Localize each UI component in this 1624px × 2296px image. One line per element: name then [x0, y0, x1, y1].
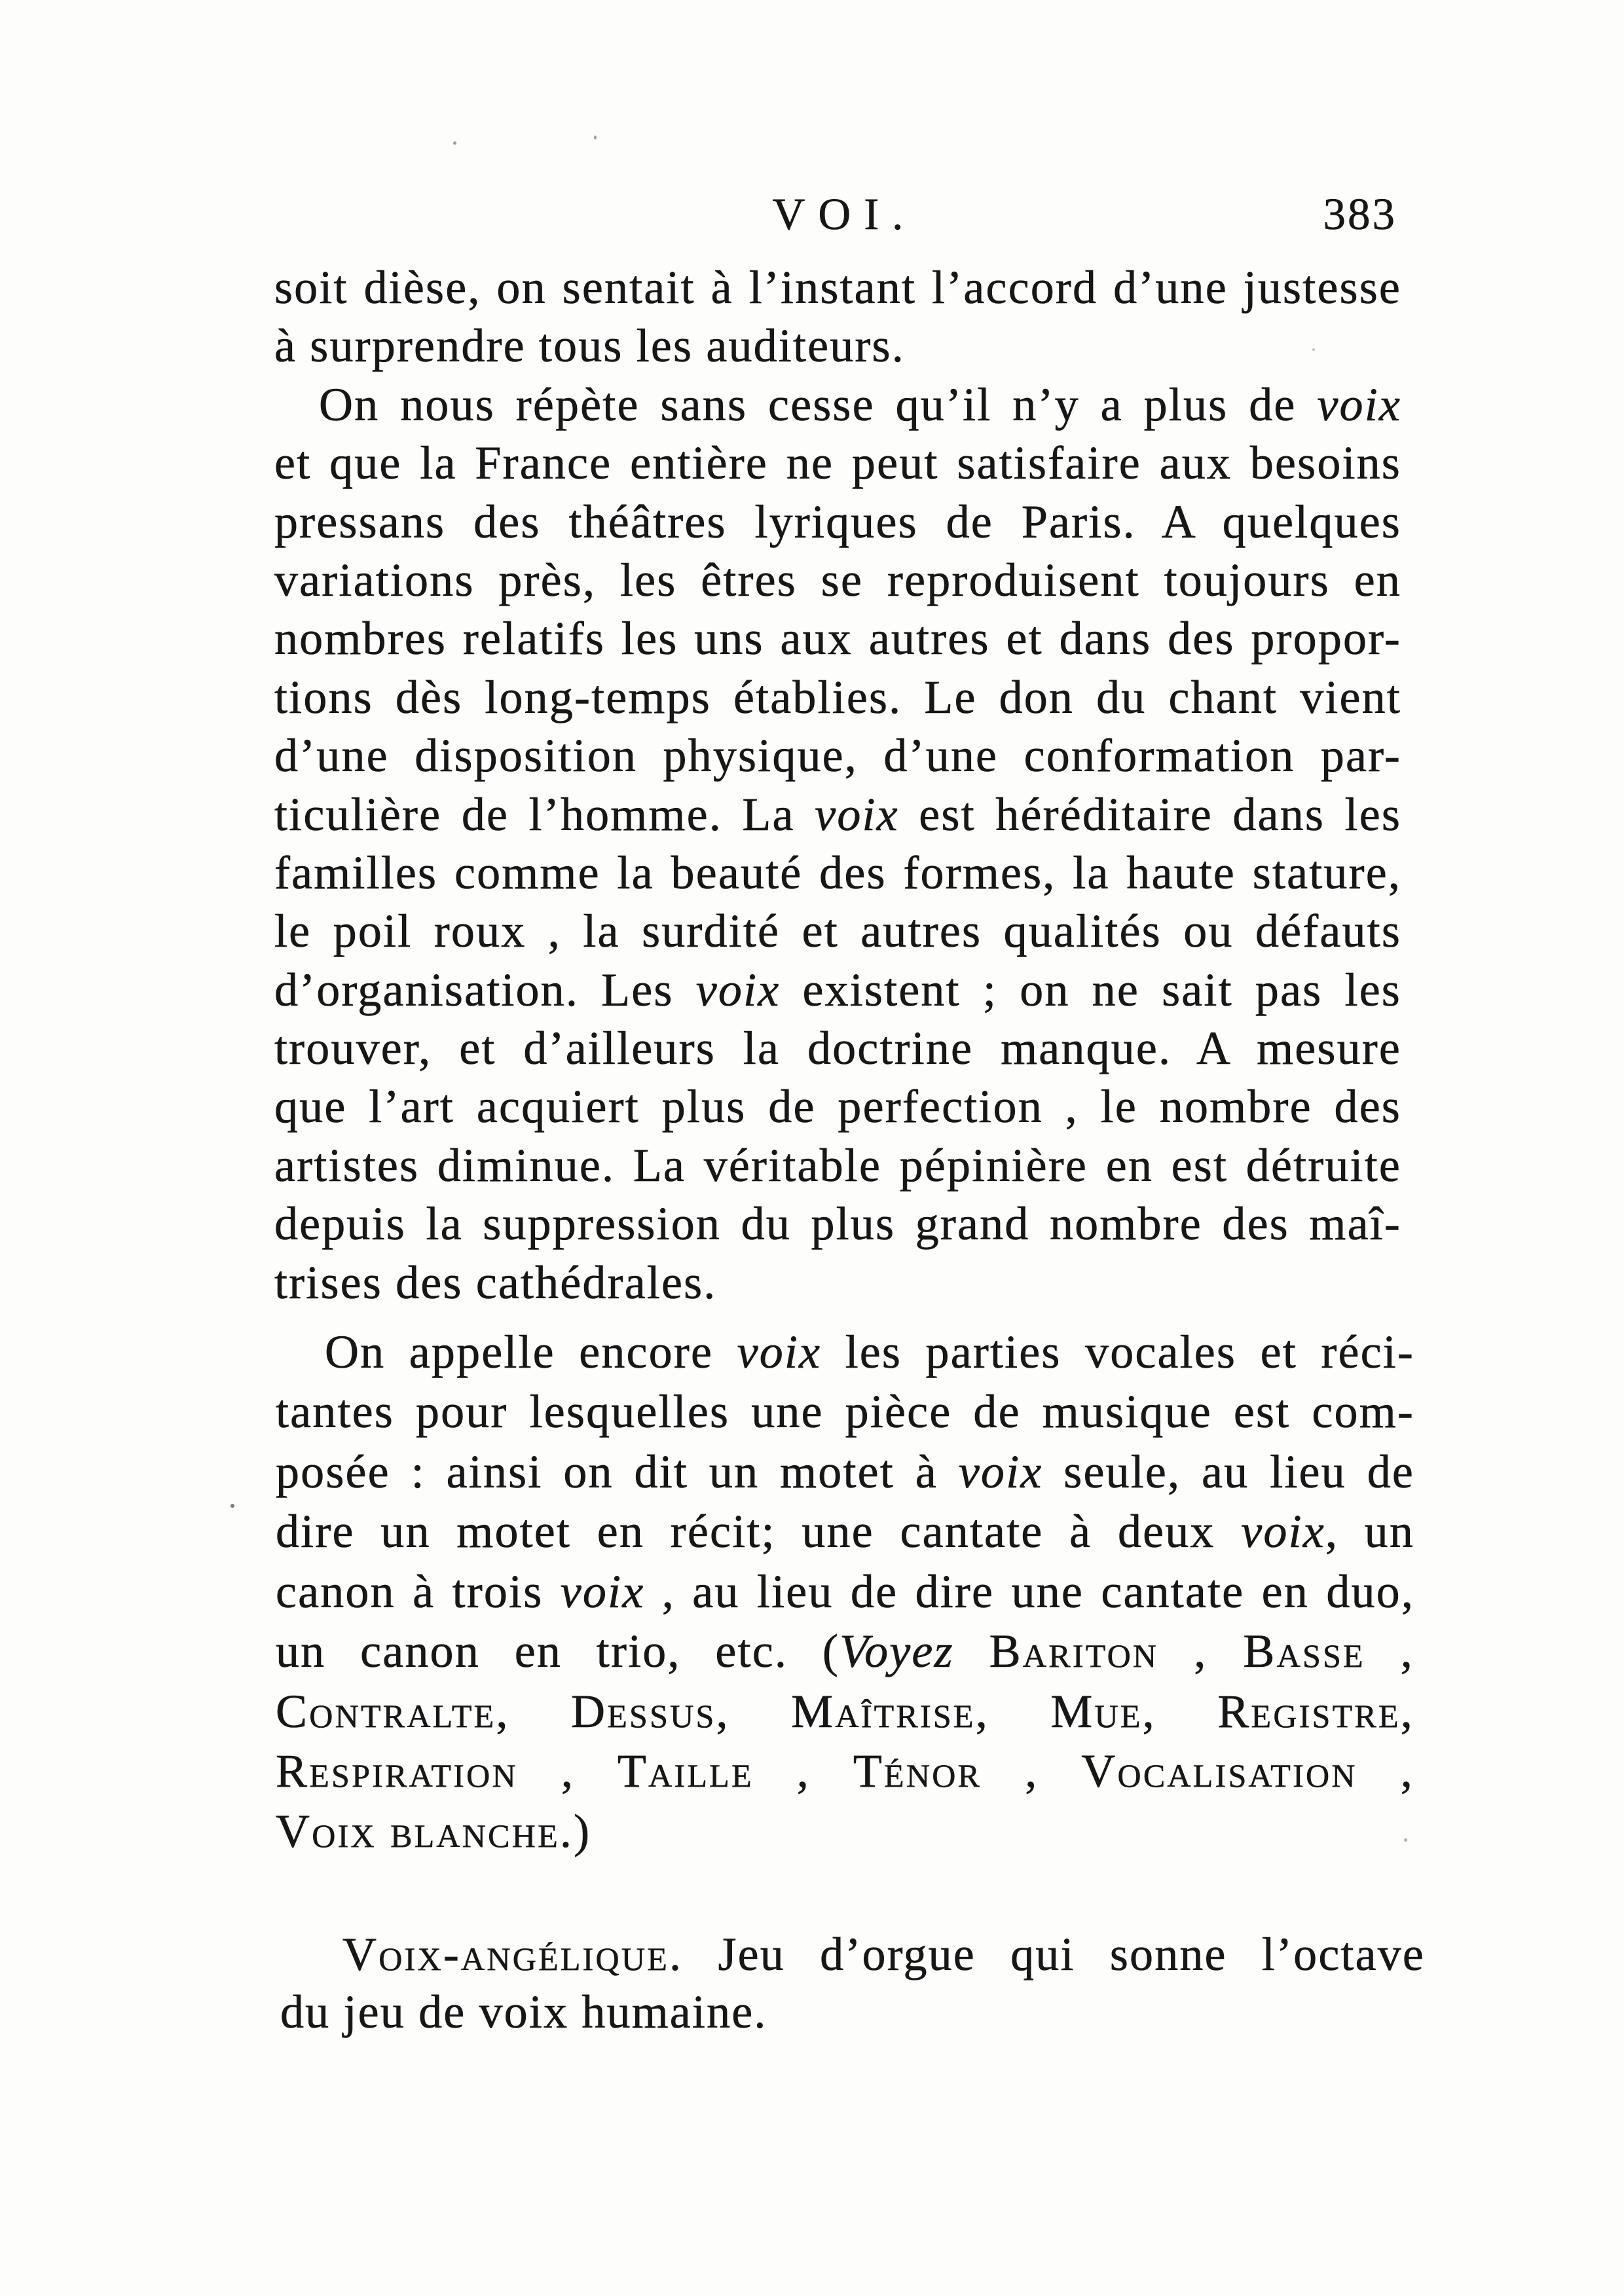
text-line: le poil roux , la surdité et autres qualités ou défauts [274, 905, 1401, 958]
text-line: depuis la suppression du plus grand nombre des maî- [274, 1197, 1401, 1250]
italic-word: voix [560, 1565, 645, 1618]
italic-word: voix [958, 1445, 1043, 1498]
text-run: les parties vocales et réci- [821, 1325, 1415, 1378]
scan-speck [594, 136, 597, 139]
text-run: canon à trois [276, 1565, 561, 1618]
text-line [276, 1502, 1414, 1562]
paragraph-continuation [274, 259, 1401, 376]
cross-reference-list: Bariton , Basse , [953, 1625, 1414, 1678]
italic-word: voix [695, 963, 781, 1016]
cross-reference-list: Voix blanche.) [276, 1804, 592, 1857]
text-line: trises des cathédrales. [274, 1256, 717, 1309]
page-number: 383 [1323, 189, 1397, 239]
text-line: et que la France entière ne peut satisfaire aux besoins [274, 437, 1401, 490]
text-run: , au lieu de dire une cantate en duo, [644, 1565, 1414, 1618]
text-line: du jeu de voix humaine. [280, 1986, 767, 2039]
text-line [274, 961, 1401, 1019]
text-run: ticulière de l’homme. La [274, 788, 815, 841]
body-text [0, 259, 1624, 2041]
cross-reference-list: Contralte, Dessus, Maîtrise, Mue, Registre, [276, 1685, 1414, 1738]
text-run: Jeu d’orgue qui sonne l’octave [683, 1928, 1425, 1981]
italic-word: voix [1241, 1505, 1325, 1558]
text-run: posée : ainsi on dit un motet à [276, 1445, 959, 1498]
text-run: est héréditaire dans les [898, 788, 1401, 841]
text-run: dire un motet en récit; une cantate à deux [276, 1505, 1242, 1558]
paragraph [274, 376, 1401, 1312]
text-line: trouver, et d’ailleurs la doctrine manque. A mesure [274, 1022, 1401, 1075]
text-run: existent ; on ne sait pas les [780, 963, 1401, 1016]
running-head-title: VOI. [772, 189, 917, 239]
dictionary-entry [280, 1925, 1425, 2041]
running-head [274, 188, 1401, 240]
text-line: nombres relatifs les uns aux autres et dans des propor- [274, 612, 1401, 665]
italic-word: Voyez [839, 1625, 954, 1678]
text-line: que l’art acquiert plus de perfection , le nombre des [274, 1080, 1401, 1133]
text-line: tions dès long-temps établies. Le don du chant vient [274, 670, 1401, 723]
text-line: soit dièse, on sentait à l’instant l’accord d’une justesse [274, 261, 1401, 314]
scan-speck [453, 141, 456, 145]
text-line [276, 1562, 1414, 1622]
text-line: tantes pour lesquelles une pièce de musique est com- [276, 1385, 1414, 1438]
italic-word: voix [737, 1325, 822, 1378]
text-line [276, 1682, 1414, 1742]
text-line: pressans des théâtres lyriques de Paris. A quelques [274, 495, 1401, 548]
text-line: variations près, les êtres se reproduisent toujours en [274, 553, 1401, 606]
entry-headword: Voix-angélique. [342, 1928, 684, 1981]
text-line [276, 1442, 1414, 1503]
text-line [276, 1741, 1414, 1802]
paragraph [276, 1322, 1414, 1862]
italic-word: voix [815, 788, 899, 841]
text-line [274, 786, 1401, 844]
cross-reference-list: Respiration , Taille , Ténor , Vocalisation , [276, 1745, 1414, 1798]
text-line: familles comme la beauté des formes, la haute stature, [274, 846, 1401, 899]
text-line [280, 1925, 1425, 1983]
text-run: un canon en trio, etc. ( [276, 1625, 840, 1678]
text-line: artistes diminue. La véritable pépinière en est détruite [274, 1139, 1401, 1192]
text-line [276, 1622, 1414, 1682]
text-run: seule, au lieu de [1043, 1445, 1414, 1498]
text-run: On nous répète sans cesse qu’il n’y a plus de [319, 378, 1318, 431]
text-line [274, 376, 1401, 434]
italic-word: voix [1317, 378, 1401, 431]
text-run: , un [1325, 1505, 1414, 1558]
text-line [276, 1802, 1414, 1862]
text-line: d’une disposition physique, d’une conformation par- [274, 729, 1401, 782]
text-run: d’organisation. Les [274, 963, 696, 1016]
text-run: On appelle encore [325, 1325, 737, 1378]
text-line [276, 1322, 1414, 1383]
text-line: à surprendre tous les auditeurs. [274, 319, 905, 373]
